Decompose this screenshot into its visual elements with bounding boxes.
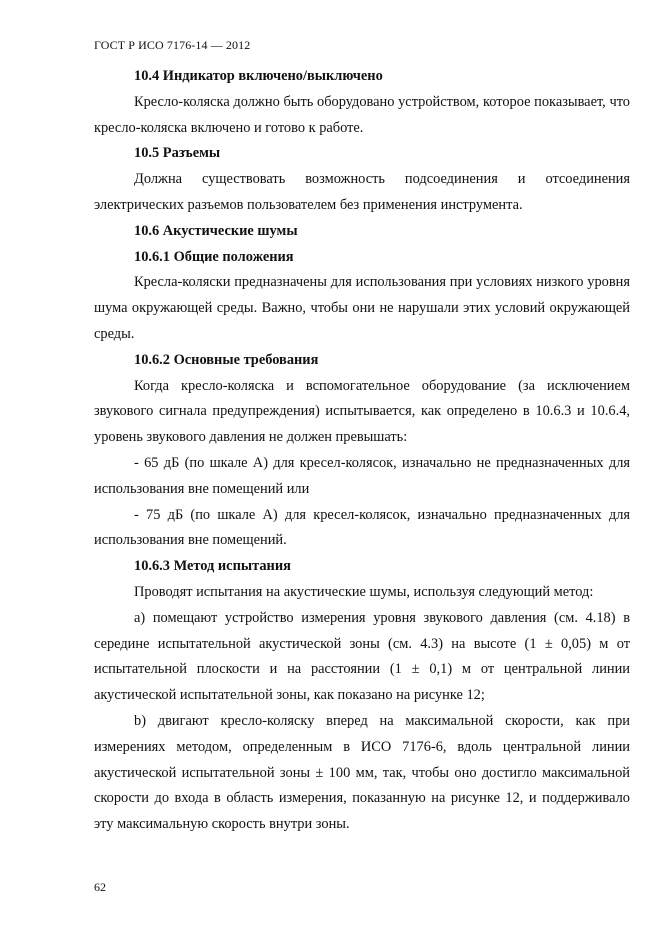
section-heading: 10.4 Индикатор включено/выключено	[134, 68, 383, 84]
section-heading: 10.6.3 Метод испытания	[134, 558, 291, 575]
paragraph: Должна существовать возможность подсоединения и отсоединения электрических разъемов пользователем без применения инструмента.	[94, 171, 630, 213]
list-item: - 75 дБ (по шкале А) для кресел-колясок, изначально предназначенных для использования вне помещений.	[94, 506, 630, 549]
section-heading: 10.6 Акустические шумы	[134, 222, 298, 239]
section-heading: 10.6.1 Общие положения	[134, 248, 294, 265]
section-heading: 10.6.2 Основные требования	[134, 351, 319, 368]
list-item: b) двигают кресло-коляску вперед на максимальной скорости, как при измерениях методом, определенным в ИСО 7176-6, вдоль центральной линии акустической испытательной зоны ± 100 мм, так, чтобы оно достигло максимальной скорости до входа в область измерения, показанную на рисунке 12, и поддерживало эту максимальную скорость внутри зоны.	[94, 712, 630, 833]
paragraph: Когда кресло-коляска и вспомогательное оборудование (за исключением звукового сигнала предупреждения) испытывается, как определено в 10.6.3 и 10.6.4, уровень звукового давления не должен превышать:	[94, 377, 630, 446]
paragraph: Проводят испытания на акустические шумы, используя следующий метод:	[134, 583, 594, 600]
paragraph: Кресла-коляски предназначены для использования при условиях низкого уровня шума окружающей среды. Важно, чтобы они не нарушали этих условий окружающей среды.	[94, 274, 630, 342]
paragraph: Кресло-коляска должно быть оборудовано устройством, которое показывает, что кресло-коляска включено и готово к работе.	[94, 93, 630, 136]
document-header: ГОСТ Р ИСО 7176-14 — 2012	[94, 38, 251, 52]
list-item: а) помещают устройство измерения уровня звукового давления (см. 4.18) в середине испытательной акустической зоны (см. 4.3) на высоте (1 ± 0,05) м от испытательной плоскости и на расстоянии (1 ± 0,1) м от центральной линии акустической испытательной зоны, как показано на рисунке 12;	[94, 609, 630, 704]
list-item: - 65 дБ (по шкале А) для кресел-колясок, изначально не предназначенных для использования вне помещений или	[94, 454, 630, 497]
section-heading: 10.5 Разъемы	[134, 145, 221, 162]
page-number: 62	[94, 880, 106, 894]
document-body	[94, 64, 630, 838]
